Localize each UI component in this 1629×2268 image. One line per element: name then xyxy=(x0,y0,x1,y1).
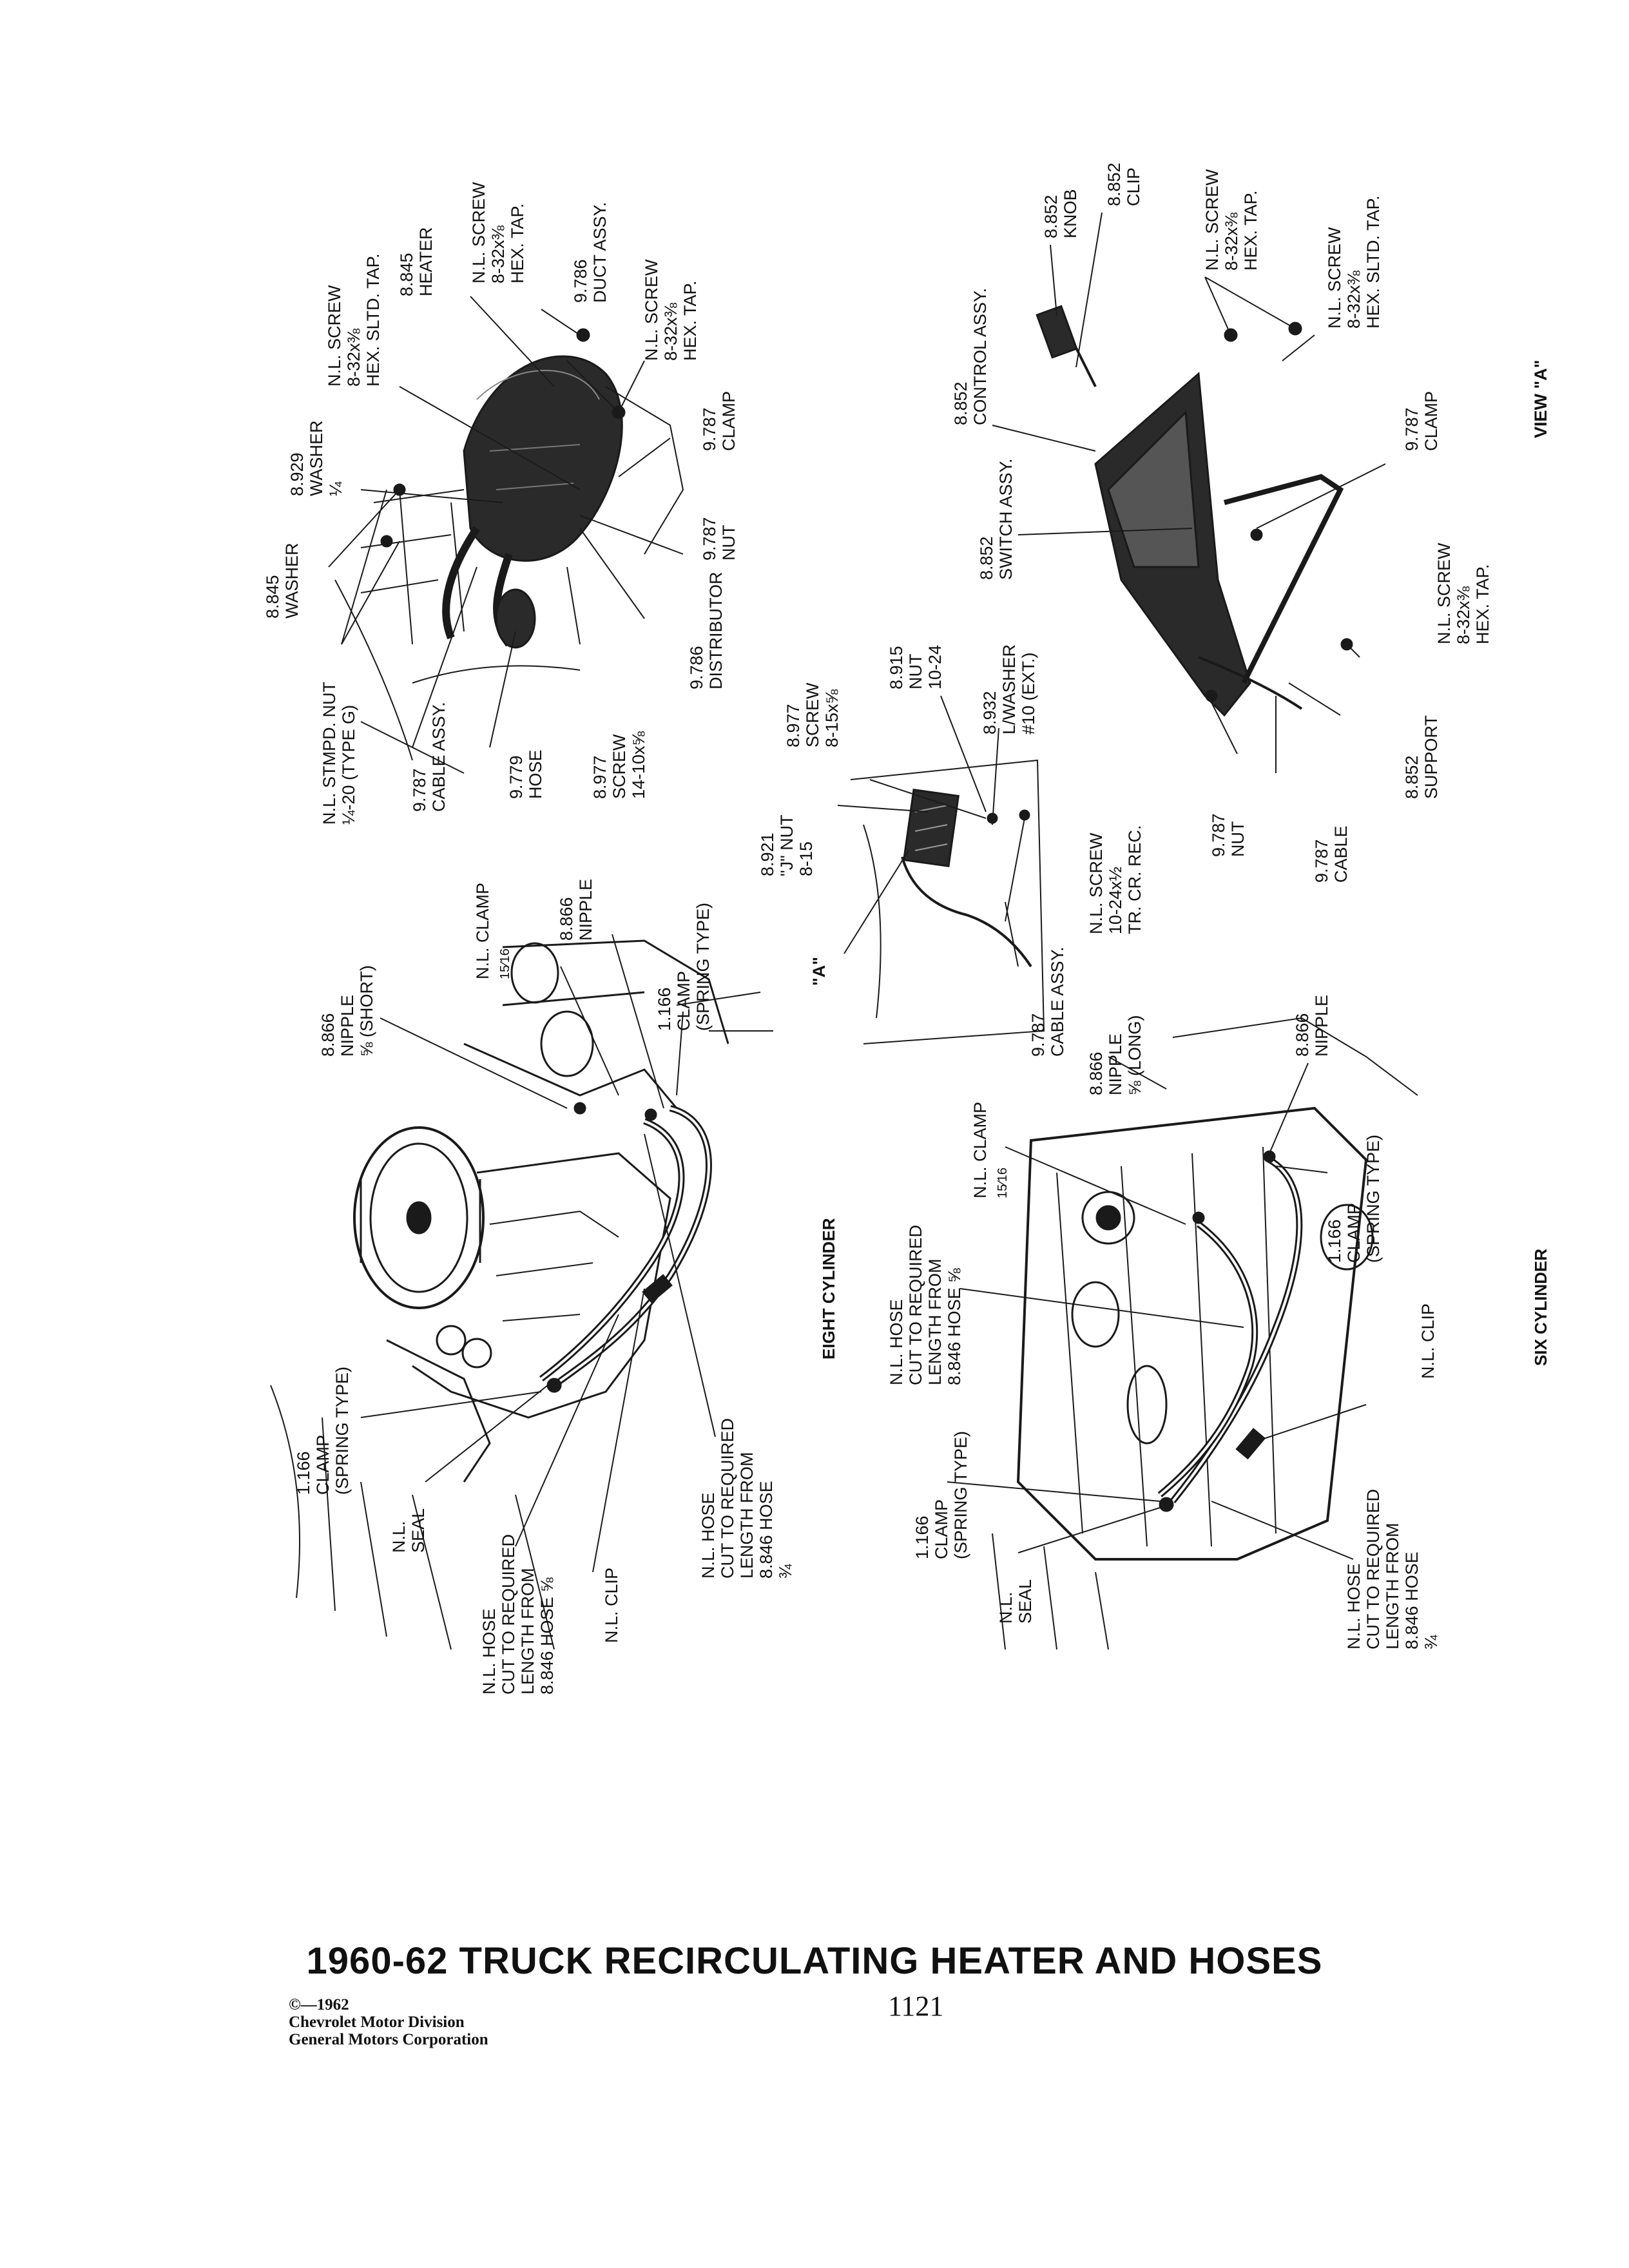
svg-text:L/WASHER: L/WASHER xyxy=(999,644,1019,735)
dash-callout-j-nut xyxy=(758,814,816,876)
heater-callout-stmpd-nut xyxy=(320,682,358,825)
svg-text:8.852: 8.852 xyxy=(1104,162,1124,206)
heater-callout-screw-1410 xyxy=(590,731,648,799)
svg-text:NUT: NUT xyxy=(906,653,925,689)
svg-text:"J" NUT: "J" NUT xyxy=(777,814,796,876)
svg-text:1.166: 1.166 xyxy=(655,987,674,1031)
svg-text:CABLE ASSY.: CABLE ASSY. xyxy=(429,702,448,812)
svg-text:CUT TO REQUIRED: CUT TO REQUIRED xyxy=(718,1418,737,1579)
svg-text:HEX. TAP.: HEX. TAP. xyxy=(1241,190,1260,271)
svg-text:8.852: 8.852 xyxy=(1402,755,1422,799)
six-cylinder-callout-clamp-left xyxy=(912,1431,970,1559)
svg-text:HEX. TAP.: HEX. TAP. xyxy=(1473,564,1492,644)
svg-text:9.787: 9.787 xyxy=(1402,407,1422,451)
svg-text:8.846 HOSE: 8.846 HOSE xyxy=(1402,1552,1422,1649)
svg-text:CLAMP: CLAMP xyxy=(932,1499,951,1559)
view-a-callout-screw-hex-top xyxy=(1202,169,1260,271)
copyright-division: Chevrolet Motor Division xyxy=(289,2013,465,2031)
eight-cylinder-callout-nipple-short xyxy=(318,965,376,1057)
svg-text:8.852: 8.852 xyxy=(977,536,996,580)
svg-text:HEX. TAP.: HEX. TAP. xyxy=(680,280,700,361)
svg-text:N.L. SCREW: N.L. SCREW xyxy=(1086,832,1106,934)
svg-text:N.L. HOSE: N.L. HOSE xyxy=(479,1608,499,1695)
eight-cylinder-callout-clamp-1516 xyxy=(473,883,512,979)
svg-text:SEAL: SEAL xyxy=(1016,1579,1035,1624)
svg-text:N.L.: N.L. xyxy=(389,1521,409,1553)
heater-callout-washer-8929 xyxy=(287,420,345,496)
eight-cylinder-callout-hose-34 xyxy=(699,1418,795,1579)
svg-text:9.786: 9.786 xyxy=(571,259,590,303)
svg-text:NIPPLE: NIPPLE xyxy=(576,878,595,941)
svg-text:NIPPLE: NIPPLE xyxy=(338,994,357,1057)
svg-text:LENGTH FROM: LENGTH FROM xyxy=(1383,1523,1402,1649)
heater-callout-cable-assy xyxy=(410,702,448,812)
svg-text:10-24x½: 10-24x½ xyxy=(1106,866,1125,934)
svg-text:CLAMP: CLAMP xyxy=(1422,390,1441,451)
svg-text:8-32x⅜: 8-32x⅜ xyxy=(1344,270,1364,329)
svg-text:8.845: 8.845 xyxy=(263,575,282,619)
svg-text:1.166: 1.166 xyxy=(1325,1219,1344,1263)
svg-text:8.977: 8.977 xyxy=(590,755,610,799)
svg-text:"A": "A" xyxy=(809,956,829,986)
heater-callout-nut xyxy=(700,517,738,561)
svg-text:HEX. SLTD. TAP.: HEX. SLTD. TAP. xyxy=(1364,195,1383,329)
svg-text:DUCT ASSY.: DUCT ASSY. xyxy=(590,202,610,303)
svg-text:CABLE ASSY.: CABLE ASSY. xyxy=(1048,947,1067,1057)
heater-callout-screw-hex-mid xyxy=(642,259,700,361)
heater-callout-clamp xyxy=(700,391,738,451)
svg-text:8.846 HOSE ⅝: 8.846 HOSE ⅝ xyxy=(537,1577,557,1695)
view-a-callout-clamp xyxy=(1402,391,1441,451)
dash-callout-nut-1024 xyxy=(887,645,945,689)
svg-text:15⁄16: 15⁄16 xyxy=(498,948,512,979)
svg-text:WASHER: WASHER xyxy=(282,543,302,619)
svg-text:9.779: 9.779 xyxy=(506,755,526,799)
svg-text:CUT TO REQUIRED: CUT TO REQUIRED xyxy=(1364,1488,1383,1649)
copyright-corporation: General Motors Corporation xyxy=(289,2031,488,2048)
svg-text:¼: ¼ xyxy=(326,481,345,496)
dash-callout-screw-tr-cr xyxy=(1086,825,1144,934)
heater-callout-screw-sltd xyxy=(325,253,383,387)
svg-text:N.L. CLIP: N.L. CLIP xyxy=(1418,1303,1438,1379)
svg-text:NIPPLE: NIPPLE xyxy=(1106,1033,1125,1095)
heater-callout-hose xyxy=(506,749,545,799)
svg-text:CLAMP: CLAMP xyxy=(719,390,738,451)
page-number: 1121 xyxy=(888,1990,944,2022)
svg-text:N.L.: N.L. xyxy=(996,1591,1016,1624)
svg-text:LENGTH FROM: LENGTH FROM xyxy=(925,1258,945,1385)
svg-text:SCREW: SCREW xyxy=(610,734,629,799)
svg-text:N.L. SCREW: N.L. SCREW xyxy=(1202,169,1222,271)
svg-text:TR. CR. REC.: TR. CR. REC. xyxy=(1125,825,1144,934)
svg-text:10-24: 10-24 xyxy=(925,644,945,689)
dash-callout-screw-815 xyxy=(784,682,842,747)
svg-text:CABLE: CABLE xyxy=(1331,825,1351,883)
svg-text:N.L. SCREW: N.L. SCREW xyxy=(1325,227,1344,329)
svg-text:8-15x⅝: 8-15x⅝ xyxy=(822,689,842,747)
svg-text:KNOB: KNOB xyxy=(1061,189,1080,238)
svg-text:HEX. SLTD. TAP.: HEX. SLTD. TAP. xyxy=(363,253,383,387)
svg-text:9.787: 9.787 xyxy=(1028,1013,1048,1057)
svg-text:¾: ¾ xyxy=(776,1564,795,1579)
svg-text:N.L. HOSE: N.L. HOSE xyxy=(1344,1563,1364,1649)
svg-text:⅝ (SHORT): ⅝ (SHORT) xyxy=(357,965,376,1057)
page-title: 1960-62 TRUCK RECIRCULATING HEATER AND HOSES xyxy=(306,1940,1323,1982)
svg-text:8.846 HOSE ⅝: 8.846 HOSE ⅝ xyxy=(945,1268,964,1385)
svg-text:CLAMP: CLAMP xyxy=(674,970,693,1031)
svg-text:N.L. STMPD. NUT: N.L. STMPD. NUT xyxy=(320,681,339,825)
svg-text:9.787: 9.787 xyxy=(410,768,429,812)
svg-text:8.866: 8.866 xyxy=(318,1013,338,1057)
view-a-callout-support xyxy=(1402,715,1441,799)
copyright-year: ©—1962 xyxy=(289,1996,349,2013)
view-a-callout-screw-sltd xyxy=(1325,195,1383,329)
svg-text:8.852: 8.852 xyxy=(951,381,970,425)
svg-text:1.166: 1.166 xyxy=(912,1515,932,1559)
view-a-callout-clip xyxy=(1104,162,1143,206)
svg-text:8-32x⅜: 8-32x⅜ xyxy=(344,328,363,387)
svg-text:(SPRING TYPE): (SPRING TYPE) xyxy=(333,1366,352,1495)
svg-text:N.L. SCREW: N.L. SCREW xyxy=(1434,543,1454,644)
svg-text:8.845: 8.845 xyxy=(397,253,416,296)
heater-callout-duct xyxy=(571,202,610,303)
svg-text:N.L. HOSE: N.L. HOSE xyxy=(699,1492,718,1579)
svg-text:8.921: 8.921 xyxy=(758,832,777,876)
svg-text:(SPRING TYPE): (SPRING TYPE) xyxy=(693,902,713,1031)
svg-text:¾: ¾ xyxy=(1422,1635,1441,1649)
six-cylinder-callout-hose-34 xyxy=(1344,1489,1441,1649)
eight-cylinder-callout-clamp-lower xyxy=(294,1367,352,1495)
svg-text:(SPRING TYPE): (SPRING TYPE) xyxy=(951,1430,970,1559)
svg-text:8.977: 8.977 xyxy=(784,704,803,747)
heater-callout-heater xyxy=(397,227,436,296)
six-cylinder-caption: SIX CYLINDER xyxy=(1531,1248,1550,1366)
heater-callout-screw-hex-top xyxy=(469,182,527,284)
svg-text:CLIP: CLIP xyxy=(1124,167,1143,206)
view-a-caption: VIEW "A" xyxy=(1531,360,1550,438)
svg-text:8.846 HOSE: 8.846 HOSE xyxy=(757,1481,776,1579)
six-cylinder-callout-clamp-1516 xyxy=(970,1102,1010,1198)
svg-text:8.852: 8.852 xyxy=(1041,195,1061,238)
svg-text:9.787: 9.787 xyxy=(1209,813,1228,857)
svg-text:HEX. TAP.: HEX. TAP. xyxy=(508,203,527,284)
eight-cylinder-callout-nipple xyxy=(557,879,595,941)
svg-text:DISTRIBUTOR: DISTRIBUTOR xyxy=(706,572,726,689)
view-a-callout-switch-assy xyxy=(977,458,1016,580)
six-cylinder-callout-hose-58 xyxy=(887,1225,964,1385)
svg-text:NIPPLE: NIPPLE xyxy=(1312,994,1331,1057)
svg-text:1.166: 1.166 xyxy=(294,1451,313,1495)
svg-text:NUT: NUT xyxy=(719,524,738,561)
svg-text:14-10x⅝: 14-10x⅝ xyxy=(629,731,648,799)
svg-text:8-32x⅜: 8-32x⅜ xyxy=(1454,586,1473,644)
eight-cylinder-callout-clamp-upper xyxy=(655,903,713,1031)
svg-text:8.866: 8.866 xyxy=(1293,1013,1312,1057)
svg-text:NUT: NUT xyxy=(1228,821,1248,857)
svg-text:HOSE: HOSE xyxy=(526,749,545,799)
view-a-callout-nut xyxy=(1209,813,1248,857)
view-a-callout-control-assy xyxy=(951,288,990,425)
eight-cylinder-caption: EIGHT CYLINDER xyxy=(819,1218,838,1360)
svg-text:N.L. HOSE: N.L. HOSE xyxy=(887,1299,906,1385)
svg-text:N.L. SCREW: N.L. SCREW xyxy=(325,285,344,387)
dash-callout-l-washer xyxy=(980,644,1038,735)
svg-text:SUPPORT: SUPPORT xyxy=(1422,715,1441,799)
view-a-callout-knob xyxy=(1041,189,1080,238)
six-cylinder-callout-clip xyxy=(1418,1303,1438,1379)
view-a-callout-cable xyxy=(1312,825,1351,883)
svg-text:8.932: 8.932 xyxy=(980,691,999,735)
eight-cylinder-callout-hose-58 xyxy=(479,1534,557,1695)
svg-text:CONTROL ASSY.: CONTROL ASSY. xyxy=(970,287,990,425)
svg-text:8.866: 8.866 xyxy=(557,897,576,941)
dash-callout-view-marker xyxy=(809,957,829,986)
svg-text:CUT TO REQUIRED: CUT TO REQUIRED xyxy=(906,1224,925,1385)
svg-text:9.787: 9.787 xyxy=(700,517,719,561)
svg-text:9.787: 9.787 xyxy=(1312,839,1331,883)
dash-callout-cable-assy xyxy=(1028,947,1067,1057)
view-a-callout-screw-hex-low xyxy=(1434,543,1492,644)
svg-text:#10 (EXT.): #10 (EXT.) xyxy=(1019,652,1038,735)
svg-text:HEATER: HEATER xyxy=(416,227,436,296)
eight-cylinder-callout-seal xyxy=(389,1508,428,1553)
svg-text:N.L. CLAMP: N.L. CLAMP xyxy=(970,1101,990,1198)
svg-text:9.786: 9.786 xyxy=(687,646,706,689)
six-cylinder-callout-nipple xyxy=(1293,995,1331,1057)
svg-text:8-15: 8-15 xyxy=(796,841,816,876)
heater-callout-washer-8845 xyxy=(263,543,302,619)
svg-text:8.915: 8.915 xyxy=(887,646,906,689)
svg-text:9.787: 9.787 xyxy=(700,407,719,451)
svg-text:LENGTH FROM: LENGTH FROM xyxy=(737,1452,757,1579)
svg-text:CLAMP: CLAMP xyxy=(313,1434,333,1495)
svg-text:8-32x⅜: 8-32x⅜ xyxy=(488,225,508,284)
six-cylinder-callout-seal xyxy=(996,1579,1035,1624)
svg-text:8-32x⅜: 8-32x⅜ xyxy=(661,302,680,361)
svg-text:15⁄16: 15⁄16 xyxy=(996,1168,1010,1198)
svg-text:SCREW: SCREW xyxy=(803,682,822,747)
svg-text:CLAMP: CLAMP xyxy=(1344,1202,1364,1263)
svg-text:WASHER: WASHER xyxy=(307,420,326,496)
svg-text:8.929: 8.929 xyxy=(287,452,307,496)
svg-text:SWITCH ASSY.: SWITCH ASSY. xyxy=(996,458,1016,580)
svg-text:8.866: 8.866 xyxy=(1086,1052,1106,1095)
svg-text:SEAL: SEAL xyxy=(409,1508,428,1553)
svg-text:(SPRING TYPE): (SPRING TYPE) xyxy=(1364,1134,1383,1263)
svg-text:¼-20 (TYPE G): ¼-20 (TYPE G) xyxy=(339,704,358,825)
six-cylinder-callout-clamp-right xyxy=(1325,1135,1383,1263)
heater-callout-distributor xyxy=(687,572,726,689)
svg-text:8-32x⅜: 8-32x⅜ xyxy=(1222,212,1241,271)
svg-text:N.L. CLAMP: N.L. CLAMP xyxy=(473,882,492,979)
svg-text:CUT TO REQUIRED: CUT TO REQUIRED xyxy=(499,1533,518,1695)
svg-text:N.L. CLIP: N.L. CLIP xyxy=(602,1567,621,1643)
copyright-notice xyxy=(289,1996,488,2048)
svg-text:LENGTH FROM: LENGTH FROM xyxy=(518,1568,537,1695)
six-cylinder-callout-nipple-long xyxy=(1086,1015,1144,1095)
eight-cylinder-callout-clip xyxy=(602,1568,621,1643)
svg-text:N.L. SCREW: N.L. SCREW xyxy=(469,182,488,284)
svg-text:N.L. SCREW: N.L. SCREW xyxy=(642,259,661,361)
svg-text:⅝ (LONG): ⅝ (LONG) xyxy=(1125,1015,1144,1095)
